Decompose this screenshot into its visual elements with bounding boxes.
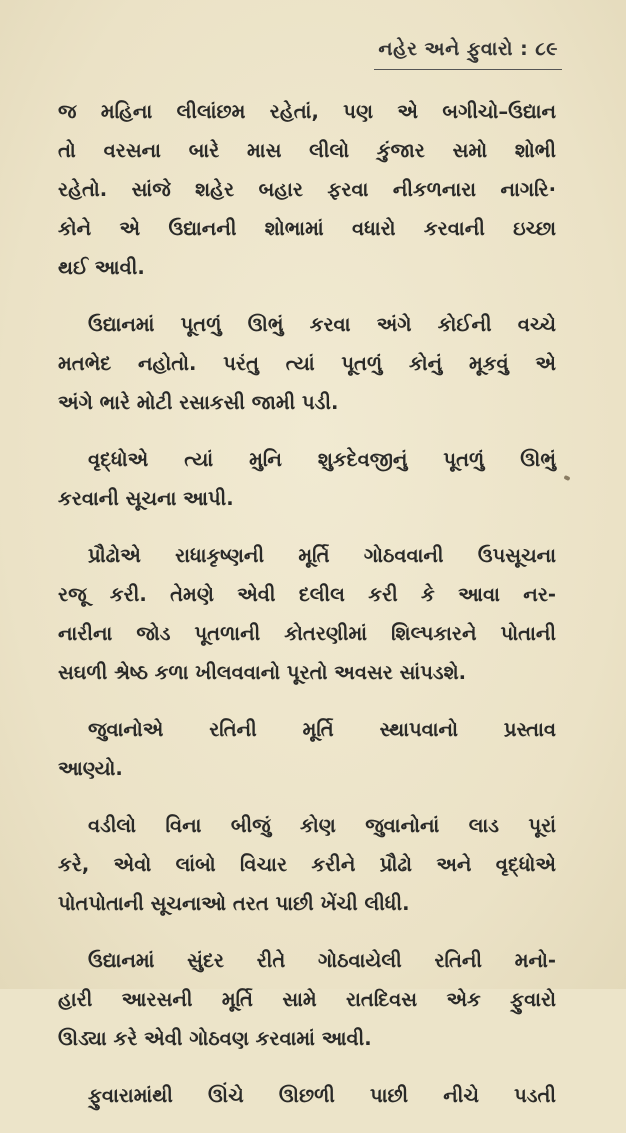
text-line: રજૂ કરી. તેમણે એવી દલીલ કરી કે આવા નર- bbox=[58, 583, 556, 606]
text-line: નારીના જોડ પૂતળાની કોતરણીમાં શિલ્પકારને પોતાની bbox=[58, 622, 556, 645]
paragraph bbox=[58, 92, 556, 287]
running-head-underline bbox=[374, 69, 562, 70]
text-line: પોતપોતાની સૂચનાઓ તરત પાછી ખેંચી લીધી. bbox=[58, 892, 410, 915]
paragraph bbox=[58, 941, 556, 1058]
paragraph bbox=[58, 305, 556, 422]
text-line: હારી આરસની મૂર્તિ સામે રાતદિવસ એક ફુવારો bbox=[58, 988, 556, 1011]
text-line: ઊડ્યા કરે એવી ગોઠવણ કરવામાં આવી. bbox=[58, 1027, 372, 1050]
paragraph bbox=[58, 536, 556, 692]
running-head-text: નહેર અને ફુવારો : ૮૯ bbox=[378, 38, 558, 60]
text-line: પ્રૌઢોએ રાધાકૃષ્ણની મૂર્તિ ગોઠવવાની ઉપસૂચના bbox=[88, 544, 556, 567]
text-line: જુવાનોએ રતિની મૂર્તિ સ્થાપવાનો પ્રસ્તાવ bbox=[88, 718, 556, 741]
text-line: જ મહિના લીલાંછમ રહેતાં, પણ એ બગીચો–ઉદ્યાન bbox=[58, 100, 556, 123]
text-line: ઉદ્યાનમાં પૂતળું ઊભું કરવા અંગે કોઈની વચ્ચે bbox=[88, 313, 556, 336]
text-line: વડીલો વિના બીજું કોણ જુવાનોનાં લાડ પૂરાં bbox=[88, 814, 556, 837]
text-line: આણ્યો. bbox=[58, 757, 123, 780]
paragraph bbox=[58, 440, 556, 518]
text-line: થઈ આવી. bbox=[58, 256, 145, 279]
paper-speck bbox=[563, 475, 570, 481]
text-line: કરે, એવો લાંબો વિચાર કરીને પ્રૌઢો અને વૃદ્ધોએ bbox=[58, 853, 556, 876]
paragraph bbox=[58, 806, 556, 923]
text-line: તો વરસના બારે માસ લીલો કુંજાર સમો શોભી bbox=[58, 139, 556, 162]
text-line: અંગે ભારે મોટી રસાકસી જામી પડી. bbox=[58, 391, 339, 414]
text-line: કોને એ ઉદ્યાનની શોભામાં વધારો કરવાની ઇચ્છા bbox=[58, 217, 556, 240]
text-line: સઘળી શ્રેષ્ઠ કળા ખીલવવાનો પૂરતો અવસર સાંપડશે. bbox=[58, 661, 467, 684]
running-head bbox=[378, 38, 558, 66]
text-line: મતભેદ નહોતો. પરંતુ ત્યાં પૂતળું કોનું મૂકવું એ bbox=[58, 352, 556, 375]
paragraph bbox=[58, 1076, 556, 1115]
text-line: ઉદ્યાનમાં સુંદર રીતે ગોઠવાયેલી રતિની મનો- bbox=[88, 949, 556, 972]
text-line: ફુવારામાંથી ઊંચે ઊછળી પાછી નીચે પડતી bbox=[88, 1084, 556, 1107]
text-line: રહેતો. સાંજે શહેર બહાર ફરવા નીકળનારા નાગરિ· bbox=[58, 178, 556, 201]
text-line: વૃદ્ધોએ ત્યાં મુનિ શુકદેવજીનું પૂતળું ઊભું bbox=[88, 448, 556, 471]
text-line: કરવાની સૂચના આપી. bbox=[58, 487, 234, 510]
paragraph bbox=[58, 710, 556, 788]
body-text bbox=[58, 92, 556, 1133]
